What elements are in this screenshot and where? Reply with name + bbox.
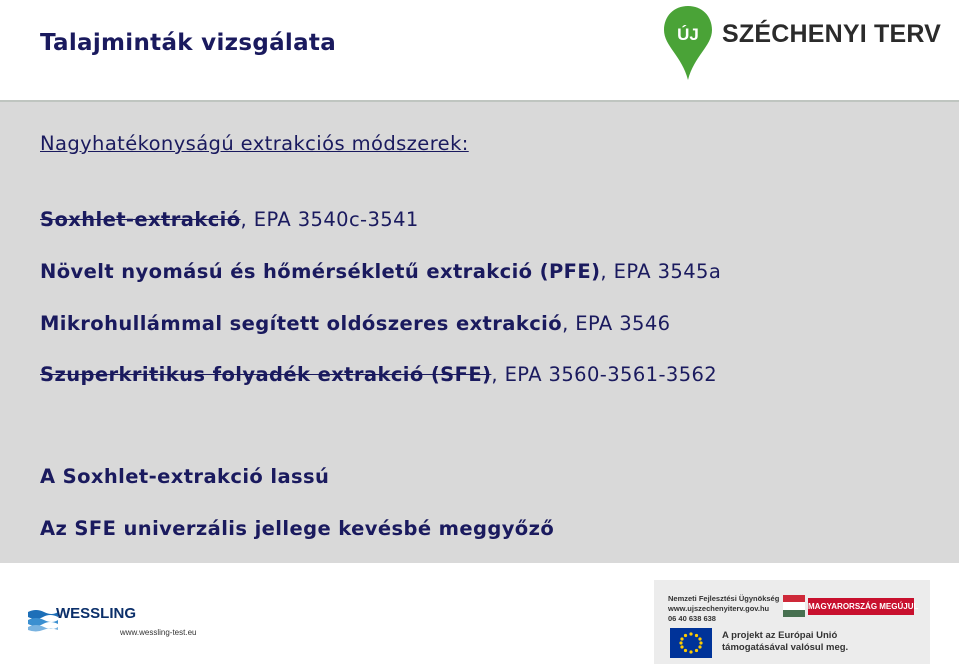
method-name: Mikrohullámmal segített oldószeres extrakció	[40, 312, 563, 335]
hungarian-flag-icon	[783, 595, 805, 617]
nfu-url: www.ujszechenyiterv.gov.hu	[668, 604, 770, 613]
content-panel	[0, 100, 959, 563]
wessling-name: WESSLING	[56, 605, 137, 622]
method-name: Soxhlet-extrakció	[40, 208, 241, 231]
eu-support-text	[722, 630, 848, 654]
method-item	[40, 312, 670, 335]
method-item	[40, 260, 721, 283]
szechenyi-terv-logo	[662, 4, 942, 84]
conclusion-item: A Soxhlet-extrakció lassú	[40, 465, 330, 488]
method-name: Növelt nyomású és hőmérsékletű extrakció (PFE)	[40, 260, 601, 283]
nfu-name: Nemzeti Fejlesztési Ügynökség	[668, 594, 780, 603]
method-ref: , EPA 3560-3561-3562	[491, 363, 718, 386]
method-name: Szuperkritikus folyadék extrakció (SFE)	[40, 363, 492, 386]
eu-text-line: A projekt az Európai Unió	[722, 630, 838, 641]
slide-title: Talajminták vizsgálata	[40, 30, 337, 56]
eu-flag-icon	[670, 628, 712, 658]
method-ref: , EPA 3545a	[600, 260, 722, 283]
map-pin-icon	[662, 4, 714, 82]
eu-text-line: támogatásával valósul meg.	[722, 642, 849, 653]
method-ref: , EPA 3540c-3541	[240, 208, 419, 231]
wessling-url: www.wessling-test.eu	[120, 628, 197, 637]
nfu-eu-logo-block	[654, 580, 930, 664]
method-ref: , EPA 3546	[562, 312, 671, 335]
pin-label: ÚJ	[677, 25, 699, 44]
wessling-logo	[28, 604, 218, 644]
hu-badge: MAGYARORSZÁG MEGÚJUL	[808, 598, 914, 615]
conclusion-item: Az SFE univerzális jellege kevésbé meggyőző	[40, 517, 555, 540]
wave-icon	[28, 608, 58, 632]
method-item	[40, 363, 717, 386]
szechenyi-text: SZÉCHENYI TERV	[722, 20, 942, 48]
section-heading: Nagyhatékonyságú extrakciós módszerek:	[40, 132, 469, 155]
method-item	[40, 208, 419, 231]
nfu-phone: 06 40 638 638	[668, 614, 716, 623]
